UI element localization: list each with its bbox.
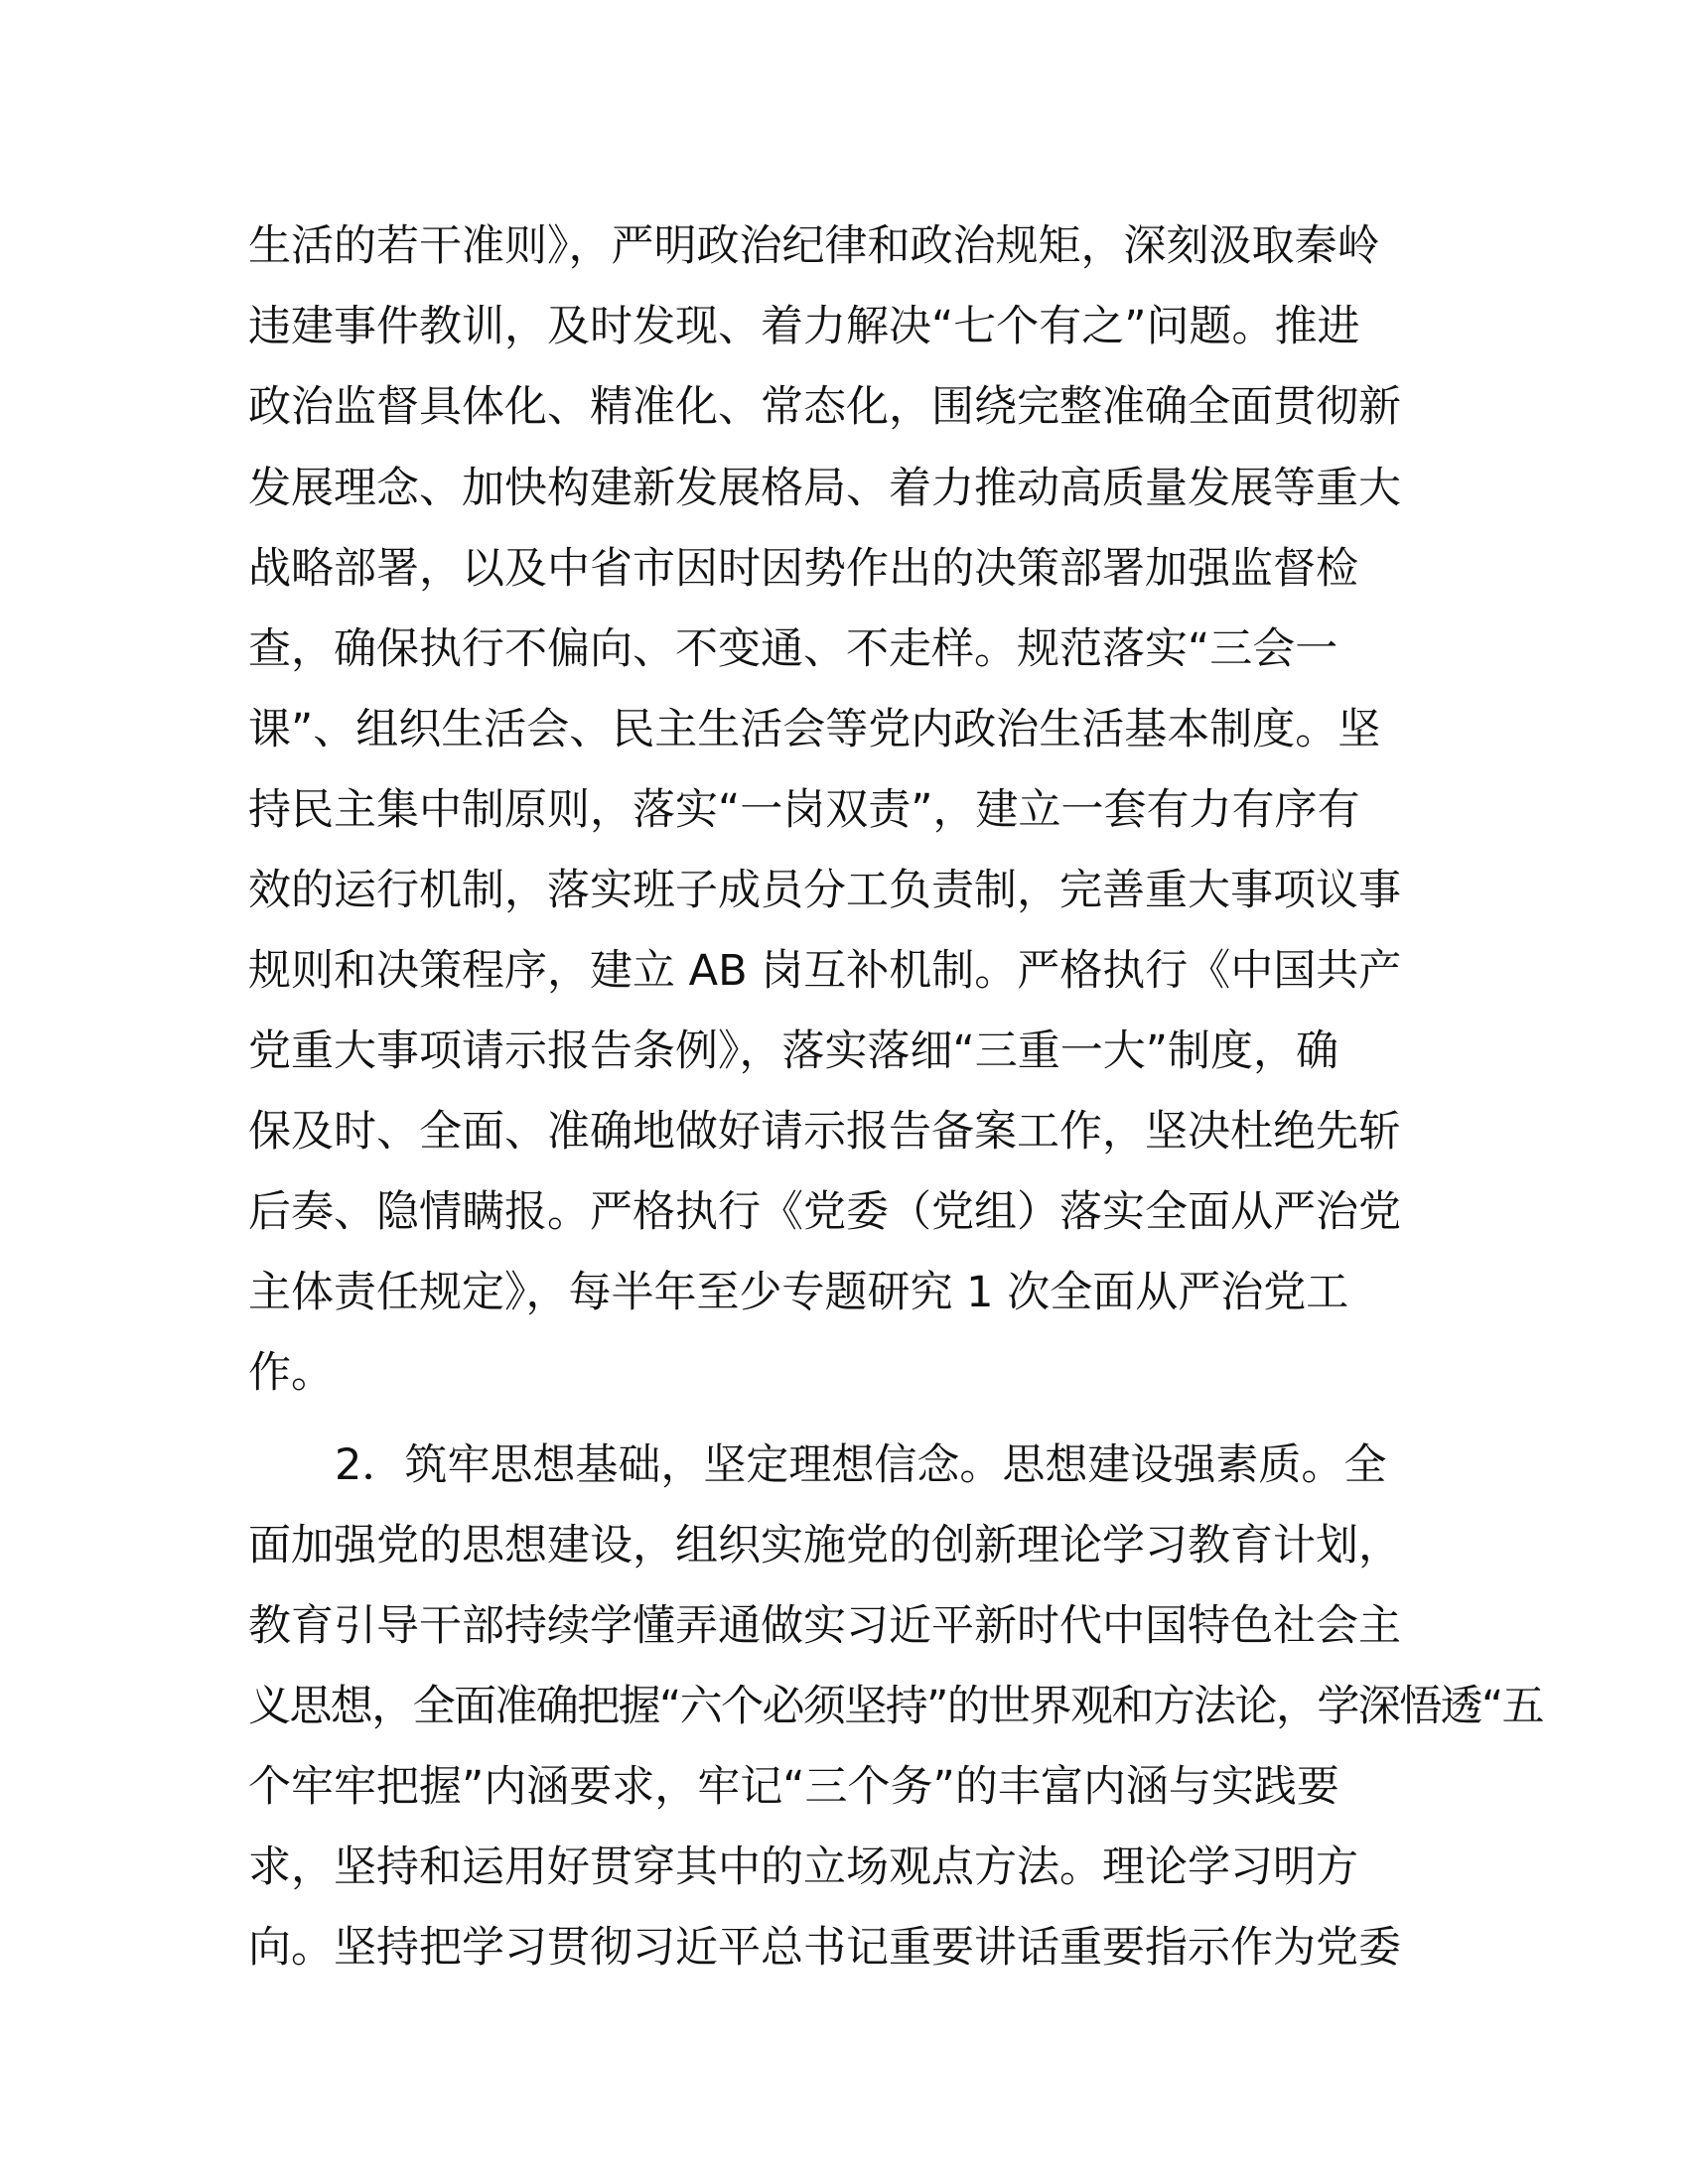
text-line: 主体责任规定》，每半年至少专题研究 1 次全面从严治党工 xyxy=(248,1268,1349,1317)
text-line: 向。坚持把学习贯彻习近平总书记重要讲话重要指示作为党委 xyxy=(248,1923,1401,1973)
text-line: 战略部署，以及中省市因时因势作出的决策部署加强监督检 xyxy=(248,544,1358,594)
text-line: 生活的若干准则》，严明政治纪律和政治规矩，深刻汲取秦岭 xyxy=(248,221,1380,271)
text-line: 政治监督具体化、精准化、常态化，围绕完整准确全面贯彻新 xyxy=(248,382,1401,432)
text-line: 个牢牢把握”内涵要求，牢记“三个务”的丰富内涵与实践要 xyxy=(248,1762,1339,1812)
text-line: 保及时、全面、准确地做好请示报告备案工作，坚决杜绝先斩 xyxy=(248,1107,1401,1157)
text-line: 党重大事项请示报告条例》，落实落细“三重一大”制度，确 xyxy=(248,1026,1339,1076)
text-line: 义思想，全面准确把握“六个必须坚持”的世界观和方法论，学深悟透“五 xyxy=(248,1682,1544,1731)
text-line: 持民主集中制原则，落实“一岗双责”，建立一套有力有序有 xyxy=(248,785,1360,835)
text-line: 作。 xyxy=(248,1348,334,1398)
text-line: 规则和决策程序，建立 AB 岗互补机制。严格执行《中国共产 xyxy=(248,946,1402,996)
text-line: 违建事件教训，及时发现、着力解决“七个有之”问题。推进 xyxy=(248,302,1360,351)
text-line: 求，坚持和运用好贯穿其中的立场观点方法。理论学习明方 xyxy=(248,1843,1358,1892)
text-line: 后奏、隐情瞒报。严格执行《党委（党组）落实全面从严治党 xyxy=(248,1187,1401,1237)
text-line: 发展理念、加快构建新发展格局、着力推动高质量发展等重大 xyxy=(248,464,1401,513)
text-line: 教育引导干部持续学懂弄通做实习近平新时代中国特色社会主 xyxy=(248,1601,1401,1651)
text-line: 效的运行机制，落实班子成员分工负责制，完善重大事项议事 xyxy=(248,866,1401,915)
paragraph-heading: 2．筑牢思想基础，坚定理想信念。思想建设强素质。全 xyxy=(335,1440,1387,1490)
text-line: 面加强党的思想建设，组织实施党的创新理论学习教育计划， xyxy=(248,1521,1401,1570)
text-line: 查，确保执行不偏向、不变通、不走样。规范落实“三会一 xyxy=(248,624,1338,674)
text-line: 课”、组织生活会、民主生活会等党内政治生活基本制度。坚 xyxy=(248,705,1381,754)
